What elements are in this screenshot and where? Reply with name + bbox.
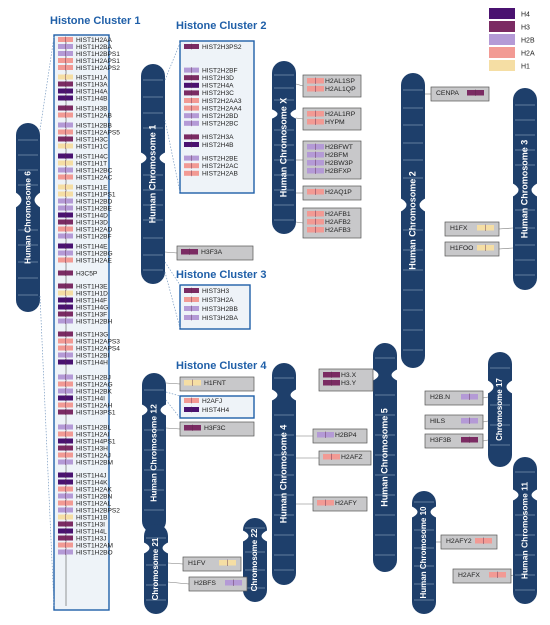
variant-box-hils: [425, 415, 488, 429]
gene-hist1h2bi: HIST1H2BI: [76, 352, 110, 360]
variant-box-h2afy: [296, 497, 367, 511]
gene-hist1h2bps2: HIST1H2BPS2: [76, 507, 120, 515]
gene-h2bfs: H2BFS: [194, 580, 216, 587]
gene-hist1h2bk: HIST1H2BK: [76, 388, 112, 396]
gene-hist1h2ag: HIST1H2AG: [76, 381, 113, 389]
variant-leader-line: [483, 440, 488, 441]
gene-hist1h2aj: HIST1H2AJ: [76, 452, 111, 460]
variant-leader-line: [499, 248, 513, 249]
gene-hist1h3a: HIST1H3A: [76, 81, 108, 89]
variant-box-h2bn: [425, 391, 488, 405]
gene-hist1h2aps2: HIST1H2APS2: [76, 64, 120, 72]
variant-leader-line: [483, 397, 488, 398]
gene-hist1h4f: HIST1H4F: [76, 297, 108, 305]
gene-h2bw3p: H2BW3P: [325, 160, 353, 167]
legend-swatch-h2a: [489, 47, 515, 58]
gene-hist1h2bo: HIST1H2BO: [76, 549, 113, 557]
variant-box-h2al1rp: [296, 108, 361, 130]
gene-h1fv: H1FV: [188, 560, 206, 567]
gene-hist1h1c: HIST1H1C: [76, 143, 108, 151]
variant-box-cenpa: [425, 87, 489, 101]
variant-leader-line: [168, 582, 189, 584]
chromosome-label: Chromosome 21: [151, 537, 161, 601]
chromosome-label: Human Chromosome 12: [148, 404, 159, 502]
gene-hist1h4g: HIST1H4G: [76, 304, 109, 312]
legend: [489, 8, 535, 71]
gene-hist1h2ae: HIST1H2AE: [76, 257, 112, 265]
gene-hist1h1t: HIST1H1T: [76, 160, 108, 168]
gene-hist1h2ak: HIST1H2AK: [76, 486, 112, 494]
gene-hist1h2ah: HIST1H2AH: [76, 402, 113, 410]
gene-hist1h2bh: HIST1H2BH: [76, 318, 113, 326]
gene-hist1h2ba: HIST1H2BA: [76, 43, 112, 51]
gene-hist1h4ps1: HIST1H4PS1: [76, 438, 116, 446]
connector-line: [40, 296, 54, 606]
gene-h2al1rp: H2AL1RP: [325, 111, 356, 118]
variant-box-h2bp4: [296, 429, 367, 443]
gene-hist3h2ba: HIST3H2BA: [202, 314, 238, 322]
gene-hist1h2aa: HIST1H2AA: [76, 36, 112, 44]
cluster-3-title: Histone Cluster 3: [176, 269, 267, 281]
variant-box-h1fnt: [166, 377, 254, 391]
gene-h2bfwt: H2BFWT: [325, 144, 353, 151]
gene-hist1h1a: HIST1H1A: [76, 74, 108, 82]
chromosome-chr6: [15, 123, 41, 312]
variant-box-h1fx: [445, 222, 513, 236]
gene-hist1h2ai: HIST1H2AI: [76, 431, 110, 439]
gene-hist1h2bl: HIST1H2BL: [76, 424, 112, 432]
gene-hist1h2aps3: HIST1H2APS3: [76, 338, 120, 346]
gene-hist1h2al: HIST1H2AL: [76, 500, 112, 508]
chromosome-chr21: [143, 524, 169, 614]
connector-line: [166, 392, 180, 396]
chromosome-label: Human Chromosome X: [278, 97, 289, 198]
gene-hist1h3h: HIST1H3H: [76, 445, 108, 453]
gene-hist1h4l: HIST1H4L: [76, 528, 107, 536]
chromosome-label: Human Chromosome 3: [519, 139, 530, 239]
gene-hist1h4e: HIST1H4E: [76, 243, 108, 251]
chromosome-chrx: [271, 61, 297, 234]
legend-label-h1: H1: [521, 63, 530, 71]
gene-hist1h2bc: HIST1H2BC: [76, 167, 113, 175]
gene-h2bfxp: H2BFXP: [325, 168, 352, 175]
gene-hist1h2bb: HIST1H2BB: [76, 122, 112, 130]
legend-swatch-h4: [489, 8, 515, 19]
variant-box-h1fv: [168, 557, 241, 571]
legend-label-h3: H3: [521, 24, 530, 32]
chromosome-chr17: [487, 352, 513, 467]
variant-box-h3f3c: [166, 422, 254, 436]
legend-swatch-h1: [489, 60, 515, 71]
chromosome-label: Chromosome 22: [250, 528, 260, 592]
gene-hypm: HYPM: [325, 119, 345, 126]
gene-hist2h2ab: HIST2H2AB: [202, 170, 238, 178]
cluster-1-title: Histone Cluster 1: [50, 15, 141, 27]
variant-box-h2aq1p: [296, 186, 361, 200]
gene-h2afb2: H2AFB2: [325, 219, 351, 226]
chromosome-chr3: [512, 88, 538, 290]
gene-hist1h2aps5: HIST1H2APS5: [76, 129, 120, 137]
gene-hist1h3d: HIST1H3D: [76, 219, 108, 227]
gene-hist1h2bj: HIST1H2BJ: [76, 374, 111, 382]
variant-leader-line: [483, 421, 488, 422]
gene-hist2h2aa3: HIST2H2AA3: [202, 97, 242, 105]
gene-h3f3b: H3F3B: [430, 437, 452, 444]
gene-hist1h2bm: HIST1H2BM: [76, 459, 114, 467]
gene-hist3h2bb: HIST3H2BB: [202, 305, 238, 313]
variant-box-h2afz: [296, 451, 371, 465]
gene-h3f3c: H3F3C: [204, 425, 226, 432]
gene-hist1h3f: HIST1H3F: [76, 311, 108, 319]
cluster-4-title: Histone Cluster 4: [176, 360, 267, 372]
gene-h1foo: H1FOO: [450, 245, 474, 252]
gene-hist1h4j: HIST1H4J: [76, 472, 107, 480]
chromosome-label: Human Chromosome 4: [278, 424, 289, 524]
gene-h2afx: H2AFX: [458, 572, 480, 579]
gene-h1fx: H1FX: [450, 225, 468, 232]
gene-hist2h3ps2: HIST2H3PS2: [202, 43, 242, 51]
gene-hils: HILS: [430, 418, 446, 425]
gene-hist1h4h: HIST1H4H: [76, 359, 108, 367]
gene-hist1h3b: HIST1H3B: [76, 105, 108, 113]
gene-h2afb3: H2AFB3: [325, 227, 351, 234]
gene-hist1h4b: HIST1H4B: [76, 95, 108, 103]
gene-hist1h3e: HIST1H3E: [76, 283, 108, 291]
gene-hist2h2ac: HIST2H2AC: [202, 163, 239, 170]
chromosome-label: Human Chromosome 5: [379, 408, 390, 507]
gene-h3-x: H3.X: [341, 372, 357, 379]
gene-hist2h2bf: HIST2H2BF: [202, 67, 238, 75]
chromosome-chr12: [141, 373, 167, 533]
gene-hist1h2am: HIST1H2AM: [76, 542, 114, 550]
chromosome-label: Human Chromosome 6: [22, 170, 33, 265]
gene-hist2h2bd: HIST2H2BD: [202, 113, 239, 120]
legend-swatch-h3: [489, 21, 515, 32]
gene-hist1h2aps4: HIST1H2APS4: [76, 345, 120, 353]
chromosome-label: Human Chromosome 11: [519, 481, 530, 580]
connector-line: [165, 43, 180, 80]
variant-box-h2al1: [296, 75, 361, 97]
gene-hist1h4d: HIST1H4D: [76, 212, 108, 220]
gene-h2afy: H2AFY: [335, 500, 357, 507]
gene-hist1h3j: HIST1H3J: [76, 535, 107, 543]
variant-leader-line: [166, 383, 180, 384]
gene-h2bp4: H2BP4: [335, 432, 357, 439]
gene-hist1h2ab: HIST1H2AB: [76, 112, 112, 120]
gene-hist1h3ps1: HIST1H3PS1: [76, 409, 116, 417]
variant-leader-line: [296, 118, 303, 119]
gene-hist1h2ac: HIST1H2AC: [76, 174, 113, 182]
variant-box-h2bfs: [168, 577, 247, 591]
chromosome-chr4: [271, 363, 297, 585]
gene-h2bfm: H2BFM: [325, 152, 349, 159]
chromosome-label: Human Chromosome 10: [419, 506, 429, 599]
gene-hist1h4i: HIST1H4I: [76, 395, 105, 403]
gene-h2al1sp: H2AL1SP: [325, 78, 355, 85]
gene-hist2h3a: HIST2H3A: [202, 134, 234, 142]
variant-leader-line: [165, 252, 177, 253]
gene-hist1h1b: HIST1H1B: [76, 514, 108, 522]
gene-hist1h2bps1: HIST1H2BPS1: [76, 50, 120, 58]
chromosome-label: Human Chromosome 1: [147, 124, 158, 224]
variant-box-h3f3b: [425, 434, 488, 448]
cluster-1-list: [54, 35, 120, 610]
gene-h2al1qp: H2AL1QP: [325, 86, 356, 93]
gene-h1fnt: H1FNT: [204, 380, 226, 387]
variant-box-h1foo: [445, 242, 513, 256]
gene-h2aq1p: H2AQ1P: [325, 189, 352, 196]
cluster-2-list: [180, 41, 254, 193]
gene-hist1h4a: HIST1H4A: [76, 88, 108, 96]
cluster-4-list: [180, 396, 254, 418]
gene-hist1h2aps1: HIST1H2APS1: [76, 57, 120, 65]
gene-hist1h4k: HIST1H4K: [76, 479, 108, 487]
gene-h3f3a: H3F3A: [201, 249, 223, 256]
gene-hist1h1e: HIST1H1E: [76, 184, 108, 192]
legend-label-h2b: H2B: [521, 37, 535, 45]
cluster-2-title: Histone Cluster 2: [176, 20, 267, 32]
chromosome-label: Human Chromosome 2: [407, 171, 418, 270]
gene-hist2h3d: HIST2H3D: [202, 75, 234, 82]
gene-hist3h2a: HIST3H2A: [202, 296, 234, 304]
gene-hist1h2bg: HIST1H2BG: [76, 250, 113, 258]
variant-box-h3f3a: [165, 246, 253, 260]
variant-leader-line: [168, 563, 183, 564]
legend-swatch-h2b: [489, 34, 515, 45]
gene-hist1h2bd: HIST1H2BD: [76, 198, 113, 206]
gene-h3-y: H3.Y: [341, 380, 357, 387]
gene-h2afy2: H2AFY2: [446, 538, 472, 545]
gene-h3c5p: H3C5P: [76, 270, 98, 278]
variant-leader-line: [166, 428, 180, 429]
gene-hist1h1d: HIST1H1D: [76, 290, 108, 298]
gene-hist4h4: HIST4H4: [202, 406, 230, 414]
variant-leader-line: [499, 228, 513, 229]
gene-hist1h1ps1: HIST1H1PS1: [76, 191, 116, 199]
variant-box-h3x: [319, 369, 373, 391]
gene-hist3h3: HIST3H3: [202, 287, 230, 295]
connector-line: [40, 37, 54, 130]
gene-hist1h3c: HIST1H3C: [76, 136, 108, 144]
gene-cenpa: CENPA: [436, 90, 459, 97]
gene-hist2h2be: HIST2H2BE: [202, 155, 238, 163]
gene-hist1h4c: HIST1H4C: [76, 153, 108, 161]
connector-line: [166, 400, 180, 418]
gene-hist1h3g: HIST1H3G: [76, 331, 109, 339]
chromosome-chr5: [372, 343, 398, 572]
gene-hist2h3c: HIST2H3C: [202, 90, 234, 98]
chromosome-chr11: [512, 457, 538, 604]
gene-hist1h2bn: HIST1H2BN: [76, 493, 113, 501]
gene-h2afz: H2AFZ: [341, 454, 363, 461]
legend-label-h4: H4: [521, 11, 530, 19]
variant-box-h2afb: [296, 208, 361, 238]
gene-hist2h4b: HIST2H4B: [202, 141, 234, 149]
gene-hist2h2aa4: HIST2H2AA4: [202, 105, 242, 113]
chromosome-label: Chromosome 17: [495, 378, 505, 441]
gene-hist1h2bf: HIST1H2BF: [76, 233, 112, 241]
gene-hist2h2bc: HIST2H2BC: [202, 120, 239, 128]
legend-label-h2a: H2A: [521, 50, 535, 58]
variant-leader-line: [296, 222, 303, 223]
chromosome-chr1: [140, 64, 166, 284]
gene-h2afj: H2AFJ: [202, 397, 223, 405]
gene-h2afb1: H2AFB1: [325, 211, 351, 218]
gene-hist1h3i: HIST1H3I: [76, 521, 105, 529]
variant-box-h2afy2: [436, 535, 497, 549]
cluster-3-list: [180, 285, 250, 329]
connector-line: [165, 120, 180, 192]
gene-hist1h2ad: HIST1H2AD: [76, 226, 113, 234]
gene-hist2h4a: HIST2H4A: [202, 82, 234, 90]
variant-box-h2bfwt: [296, 141, 361, 179]
gene-h2b-n: H2B.N: [430, 394, 451, 401]
variant-leader-line: [296, 84, 303, 86]
gene-hist1h2be: HIST1H2BE: [76, 205, 112, 213]
variant-box-h2afx: [453, 569, 513, 583]
chromosome-chr10: [411, 491, 437, 614]
chromosome-chr2: [400, 73, 426, 368]
